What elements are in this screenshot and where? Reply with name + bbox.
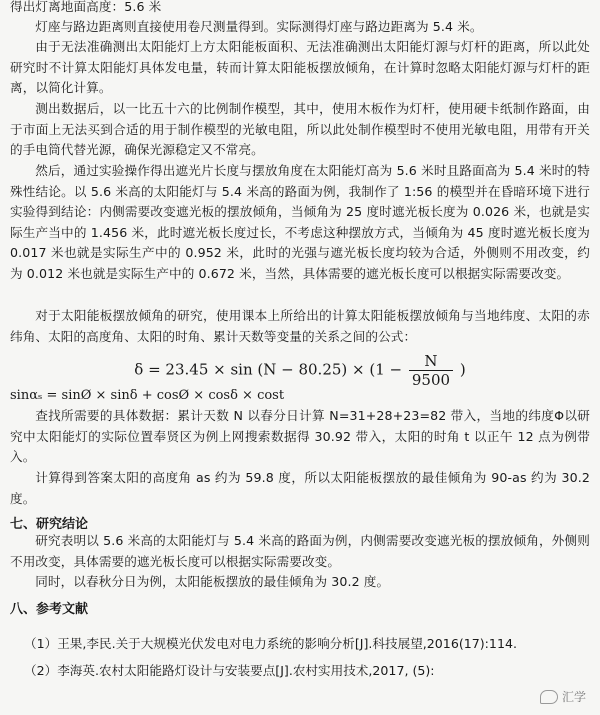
formula-fraction [409,352,453,389]
paragraph-formula-intro: 对于太阳能板摆放倾角的研究，使用课本上所给出的计算太阳能板摆放倾角与当地纬度、太阳的赤纬角、太阳的高度角、太阳的时角、累计天数等变量的关系之间的公式： [10,308,590,344]
paragraph-model-making: 测出数据后，以一比五十六的比例制作模型，其中，使用木板作为灯杆，使用硬卡纸制作路面，由于市面上无法买到合适的用于制作模型的光敏电阻，所以此处制作模型时不使用光敏电阻，用带有开关的手电筒代替光源，确保光源稳定又不常亮。 [10,101,590,158]
reference-item-1: （1）王果,李民.关于大规模光伏发电对电力系统的影响分析[J].科技展望,2016(17):114. [24,636,517,651]
paragraph-conclusion-1: 研究表明以 5.6 米高的太阳能灯与 5.4 米高的路面为例，内侧需要改变遮光板的摆放倾角，外侧则不用改变，具体需要的遮光板长度可以根据实际需要改变。 [10,533,590,569]
section-heading-references: 八、参考文献 [10,602,89,617]
wechat-icon [540,690,558,704]
formula-altitude: sinαₛ = sinØ × sinδ + cosØ × cosδ × cost [10,388,285,403]
formula-fraction-numerator: N [409,352,453,371]
section-heading-conclusion: 七、研究结论 [10,517,89,532]
watermark-text: 汇学 [561,690,586,704]
paragraph-calculation-result: 计算得到答案太阳的高度角 as 约为 59.8 度，所以太阳能板摆放的最佳倾角为 90-as 约为 30.2 度。 [10,470,590,506]
formula-declination-rhs: ) [459,360,466,379]
reference-item-2: （2）李海英.农村太阳能路灯设计与安装要点[J].农村实用技术,2017, (5): [24,663,435,678]
formula-declination-lhs: δ = 23.45 × sin (N − 80.25) × (1 − [134,360,403,379]
paragraph-calculation-method: 由于无法准确测出太阳能灯上方太阳能板面积、无法准确测出太阳能灯源与灯杆的距离，所以此处研究时不计算太阳能灯具体发电量，转而计算太阳能板摆放倾角，在计算时忽略太阳能灯源与灯杆的距离，以简化计算。 [10,39,590,96]
line-base-distance: 灯座与路边距离则直接使用卷尺测量得到。实际测得灯座与路边距离为 5.4 米。 [35,19,483,34]
line-lamp-height: 得出灯离地面高度：5.6 米 [10,0,162,14]
formula-fraction-denominator: 9500 [411,371,451,389]
formula-declination [0,352,600,389]
paragraph-experiment-results: 然后，通过实验操作得出遮光片长度与摆放角度在太阳能灯高为 5.6 米时且路面高为 5.4 米时的特殊性结论。以 5.6 米高的太阳能灯与 5.4 米高的路面为例，我制作了 1:56 的模型并在昏暗环境下进行实验得到结论：内侧需要改变遮光板的摆放倾角，当倾角为 25 度时遮光板长度为 0.026 米，也就是实际生产当中的 1.456 米，此时遮光板长度过长，不考虑这种摆放方式，当倾角为 45 度时遮光板长度为 0.017 米也就是实际生产中的 0.952 米，此时的光强与遮光板长度均较为合适，外侧则不用改变，约为 0.012 米也就是实际生产中的 0.672 米，当然，具体需要的遮光板长度可以根据实际需要改变。 [10,163,591,281]
watermark [540,688,586,705]
paragraph-conclusion-2: 同时，以春秋分日为例，太阳能板摆放的最佳倾角为 30.2 度。 [35,574,390,589]
paragraph-data-lookup: 查找所需要的具体数据：累计天数 N 以春分日计算 N=31+28+23=82 带入，当地的纬度Φ以研究中太阳能灯的实际位置奉贤区为例上网搜索数据得 30.92 带入，太阳的时角 t 以正午 12 点为例带入。 [10,408,590,465]
